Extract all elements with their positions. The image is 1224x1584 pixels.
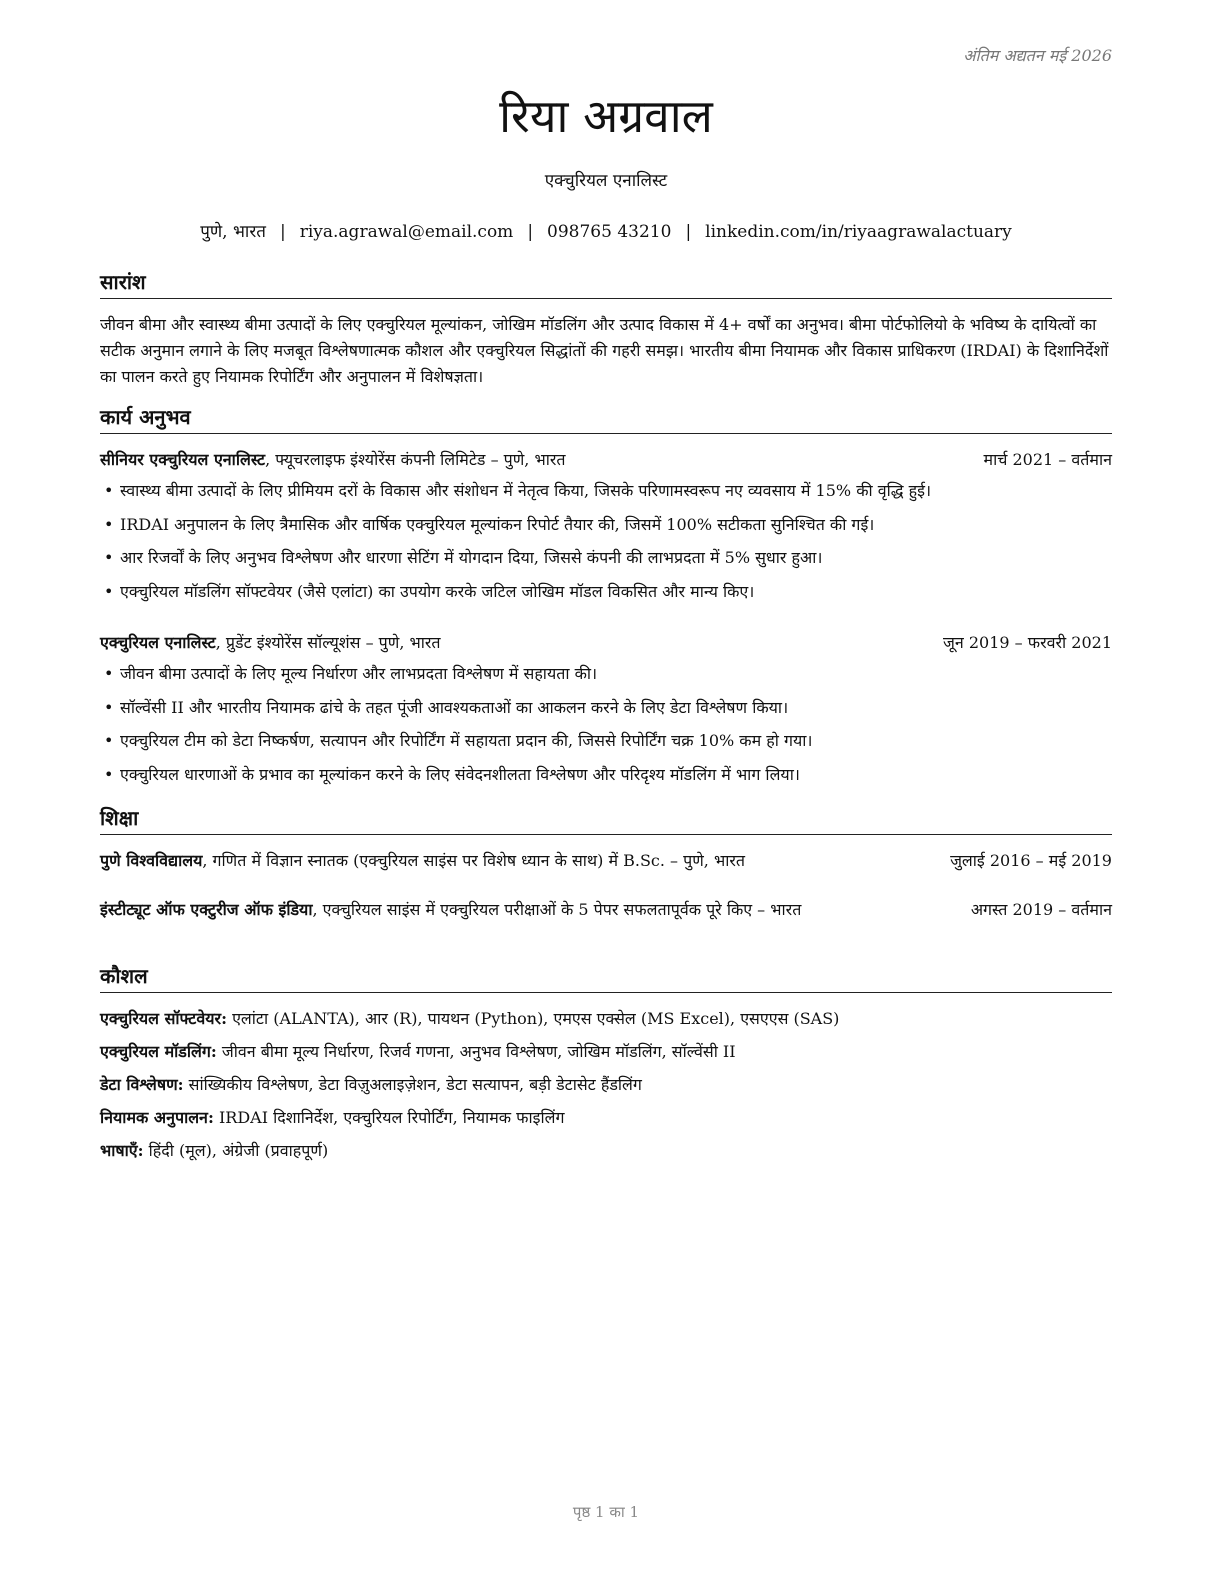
skill-value: एलांटा (ALANTA), आर (R), पायथन (Python), एमएस एक्सेल (MS Excel), एसएएस (SAS) (227, 1009, 840, 1028)
last-updated: अंतिम अद्यतन मई 2026 (963, 46, 1112, 65)
list-item: • एक्चुरियल धारणाओं के प्रभाव का मूल्यांकन करने के लिए संवेदनशीलता विश्लेषण और परिदृश्य मॉडलिंग में भाग लिया। (104, 764, 800, 784)
skill-value: हिंदी (मूल), अंग्रेजी (प्रवाहपूर्ण) (143, 1141, 329, 1160)
contact-separator: | (685, 222, 692, 242)
job-bullets (100, 661, 1112, 795)
resume-page (100, 0, 1112, 1584)
skill-row (100, 1138, 1112, 1164)
job-title: एक्चुरियल एनालिस्ट (100, 633, 216, 652)
skill-label: एक्चुरियल मॉडलिंग: (100, 1042, 217, 1061)
job-title: सीनियर एक्चुरियल एनालिस्ट (100, 450, 266, 469)
skill-label: नियामक अनुपालन: (100, 1108, 214, 1127)
contact-line (100, 219, 1112, 242)
list-item: • एक्चुरियल टीम को डेटा निष्कर्षण, सत्यापन और रिपोर्टिंग में सहायता प्रदान की, जिससे रिपोर्टिंग चक्र 10% कम हो गया। (104, 731, 813, 750)
skill-value: जीवन बीमा मूल्य निर्धारण, रिजर्व गणना, अनुभव विश्लेषण, जोखिम मॉडलिंग, सॉल्वेंसी II (216, 1042, 736, 1061)
list-item: • सॉल्वेंसी II और भारतीय नियामक ढांचे के तहत पूंजी आवश्यकताओं का आकलन करने के लिए डेटा विश्लेषण किया। (104, 697, 789, 717)
skill-label: भाषाएँ: (100, 1141, 144, 1160)
skill-label: एक्चुरियल सॉफ्टवेयर: (100, 1009, 227, 1028)
job-bullets (100, 478, 1112, 612)
skill-row (100, 1105, 1112, 1131)
contact-linkedin[interactable]: linkedin.com/in/riyaagrawalactuary (705, 222, 1012, 242)
contact-separator: | (279, 222, 286, 242)
skill-value: IRDAI दिशानिर्देश, एक्चुरियल रिपोर्टिंग, नियामक फाइलिंग (213, 1108, 565, 1127)
bullet-text: एक्चुरियल टीम को डेटा निष्कर्षण, सत्यापन और रिपोर्टिंग में सहायता प्रदान की, जिससे रिपोर्टिंग चक्र 10% कम हो गया। (120, 731, 813, 750)
bullet-text: आर रिजर्वों के लिए अनुभव विश्लेषण और धारणा सेटिंग में योगदान दिया, जिससे कंपनी की लाभप्रदता में 5% सुधार हुआ। (120, 548, 823, 567)
page-number: पृष्ठ 1 का 1 (572, 1503, 640, 1521)
job-dates: जून 2019 – फरवरी 2021 (943, 633, 1112, 652)
contact-email[interactable]: riya.agrawal@email.com (299, 222, 514, 242)
bullet-text: सॉल्वेंसी II और भारतीय नियामक ढांचे के तहत पूंजी आवश्यकताओं का आकलन करने के लिए डेटा विश्लेषण किया। (120, 697, 789, 717)
education-heading: शिक्षा (100, 804, 1112, 835)
education-detail: , एक्चुरियल साइंस में एक्चुरियल परीक्षाओं के 5 पेपर सफलतापूर्वक पूरे किए – भारत (312, 900, 802, 919)
education-detail: , गणित में विज्ञान स्नातक (एक्चुरियल साइंस पर विशेष ध्यान के साथ) में B.Sc. – पुणे, भारत (202, 851, 746, 870)
bullet-text: IRDAI अनुपालन के लिए त्रैमासिक और वार्षिक एक्चुरियल मूल्यांकन रिपोर्ट तैयार की, जिसमें 100% सटीकता सुनिश्चित की गई। (120, 514, 875, 534)
skill-row (100, 1039, 1112, 1065)
job-company: , फ्यूचरलाइफ इंश्योरेंस कंपनी लिमिटेड – पुणे, भारत (265, 450, 566, 469)
contact-phone: 098765 43210 (547, 222, 672, 242)
experience-heading: कार्य अनुभव (100, 403, 1112, 434)
education-institution: पुणे विश्वविद्यालय (100, 851, 203, 870)
contact-separator: | (527, 222, 534, 242)
skill-row (100, 1072, 1112, 1098)
skill-label: डेटा विश्लेषण: (100, 1075, 184, 1094)
list-item: • आर रिजर्वों के लिए अनुभव विश्लेषण और धारणा सेटिंग में योगदान दिया, जिससे कंपनी की लाभप्रदता में 5% सुधार हुआ। (104, 548, 823, 567)
list-item: • एक्चुरियल मॉडलिंग सॉफ्टवेयर (जैसे एलांटा) का उपयोग करके जटिल जोखिम मॉडल विकसित और मान्य किए। (104, 581, 755, 601)
job-dates: मार्च 2021 – वर्तमान (983, 450, 1112, 469)
summary-heading: सारांश (100, 268, 1112, 299)
contact-location: पुणे, भारत (200, 222, 266, 242)
list-item: • जीवन बीमा उत्पादों के लिए मूल्य निर्धारण और लाभप्रदता विश्लेषण में सहायता की। (104, 664, 598, 683)
education-dates: जुलाई 2016 – मई 2019 (950, 851, 1112, 870)
bullet-text: जीवन बीमा उत्पादों के लिए मूल्य निर्धारण और लाभप्रदता विश्लेषण में सहायता की। (120, 664, 598, 683)
skill-value: सांख्यिकीय विश्लेषण, डेटा विज़ुअलाइज़ेशन, डेटा सत्यापन, बड़ी डेटासेट हैंडलिंग (183, 1075, 642, 1094)
summary-text: जीवन बीमा और स्वास्थ्य बीमा उत्पादों के लिए एक्चुरियल मूल्यांकन, जोखिम मॉडलिंग और उत्पाद विकास में 4+ वर्षों का अनुभव। बीमा पोर्टफोलियो के भविष्य के दायित्वों का सटीक अनुमान लगाने के लिए मजबूत विश्लेषणात्मक कौशल और एक्चुरियल सिद्धांतों की गहरी समझ। भारतीय बीमा नियामक और विकास प्राधिकरण (IRDAI) के दिशानिर्देशों का पालन करते हुए नियामक रिपोर्टिंग और अनुपालन में विशेषज्ञता। (100, 315, 1109, 386)
candidate-role: एक्चुरियल एनालिस्ट (544, 171, 668, 191)
bullet-text: स्वास्थ्य बीमा उत्पादों के लिए प्रीमियम दरों के विकास और संशोधन में नेतृत्व किया, जिसके परिणामस्वरूप नए व्यवसाय में 15% की वृद्धि हुई। (120, 481, 932, 500)
bullet-text: एक्चुरियल मॉडलिंग सॉफ्टवेयर (जैसे एलांटा) का उपयोग करके जटिल जोखिम मॉडल विकसित और मान्य किए। (120, 581, 755, 601)
job-company: , प्रुडेंट इंश्योरेंस सॉल्यूशंस – पुणे, भारत (215, 633, 441, 652)
skill-row (100, 1006, 1112, 1032)
bullet-text: एक्चुरियल धारणाओं के प्रभाव का मूल्यांकन करने के लिए संवेदनशीलता विश्लेषण और परिदृश्य मॉडलिंग में भाग लिया। (120, 764, 800, 784)
education-dates: अगस्त 2019 – वर्तमान (970, 900, 1112, 919)
skills-heading: कौशल (100, 962, 1112, 993)
education-institution: इंस्टीट्यूट ऑफ एक्टुरीज ऑफ इंडिया (100, 900, 313, 919)
list-item: • स्वास्थ्य बीमा उत्पादों के लिए प्रीमियम दरों के विकास और संशोधन में नेतृत्व किया, जिसके परिणामस्वरूप नए व्यवसाय में 15% की वृद्धि हुई। (104, 481, 932, 500)
candidate-name: रिया अग्रवाल (499, 89, 713, 143)
list-item: • IRDAI अनुपालन के लिए त्रैमासिक और वार्षिक एक्चुरियल मूल्यांकन रिपोर्ट तैयार की, जिसमें 100% सटीकता सुनिश्चित की गई। (104, 514, 875, 534)
